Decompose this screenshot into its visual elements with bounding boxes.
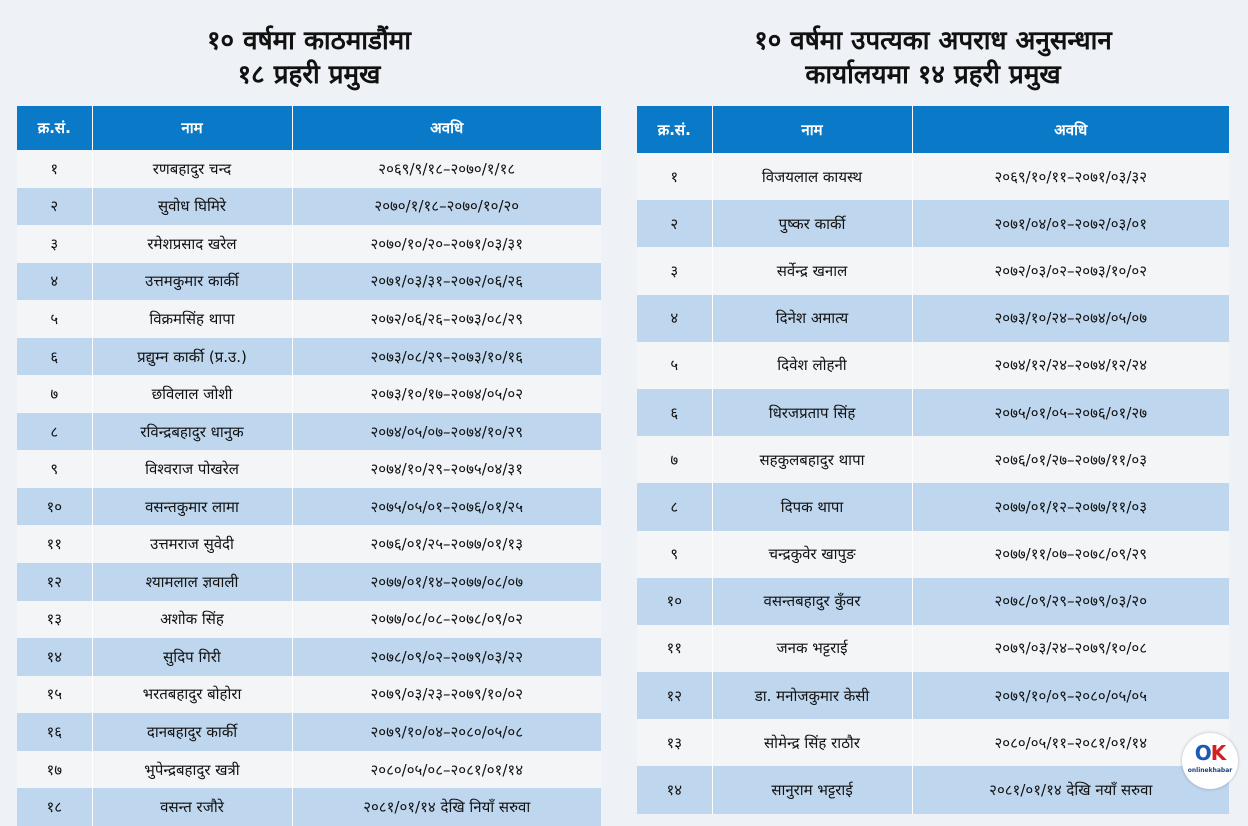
left-title-line1: १० वर्षमा काठमाडौंमा	[207, 26, 411, 56]
row-serial-number: २	[637, 200, 712, 247]
row-period: २०७६/०१/२५–२०७७/०१/१३	[292, 525, 601, 563]
row-name: दिवेश लोहनी	[712, 342, 912, 389]
ok-logo-mark	[1182, 741, 1238, 765]
row-period: २०७५/०५/०१–२०७६/०१/२५	[292, 488, 601, 526]
table-row	[637, 295, 1229, 342]
row-period: २०७४/०५/०७–२०७४/१०/२९	[292, 413, 601, 451]
right-table-body	[637, 153, 1229, 814]
right-title	[637, 0, 1229, 106]
table-row	[17, 751, 601, 789]
row-serial-number: ५	[17, 300, 92, 338]
row-period: २०८१/०१/१४ देखि नयाँ सरुवा	[912, 766, 1229, 813]
table-row	[637, 389, 1229, 436]
row-serial-number: १३	[17, 601, 92, 639]
row-serial-number: १८	[17, 788, 92, 826]
row-period: २०७३/१०/२४–२०७४/०५/०७	[912, 295, 1229, 342]
row-name: सुदिप गिरी	[92, 638, 292, 676]
row-period: २०७७/०१/१२–२०७७/११/०३	[912, 483, 1229, 530]
row-period: २०७८/०९/२९–२०७९/०३/२०	[912, 578, 1229, 625]
row-period: २०८१/०१/१४ देखि नियाँ सरुवा	[292, 788, 601, 826]
row-serial-number: १६	[17, 713, 92, 751]
row-period: २०७७/०८/०८–२०७८/०९/०२	[292, 601, 601, 639]
row-serial-number: ७	[17, 375, 92, 413]
row-name: छविलाल जोशी	[92, 375, 292, 413]
row-period: २०७८/०९/०२–२०७९/०३/२२	[292, 638, 601, 676]
row-name: उत्तमराज सुवेदी	[92, 525, 292, 563]
header-period: अवधि	[912, 106, 1229, 153]
row-period: २०७१/०४/०१–२०७२/०३/०१	[912, 200, 1229, 247]
logo-brand-text: onlinekhabar	[1187, 767, 1233, 774]
row-period: २०७४/१०/२९–२०७५/०४/३१	[292, 450, 601, 488]
table-header-row	[637, 106, 1229, 153]
row-serial-number: ११	[637, 625, 712, 672]
table-row	[17, 188, 601, 226]
row-name: डा. मनोजकुमार केसी	[712, 672, 912, 719]
row-name: श्यामलाल ज्ञवाली	[92, 563, 292, 601]
row-serial-number: ११	[17, 525, 92, 563]
row-name: सानुराम भट्टराई	[712, 766, 912, 813]
row-period: २०८०/०५/०८–२०८१/०१/१४	[292, 751, 601, 789]
row-serial-number: ४	[17, 263, 92, 301]
row-serial-number: १४	[637, 766, 712, 813]
row-serial-number: १०	[637, 578, 712, 625]
row-serial-number: ५	[637, 342, 712, 389]
table-row	[17, 150, 601, 188]
table-row	[637, 483, 1229, 530]
table-row	[637, 578, 1229, 625]
table-row	[637, 672, 1229, 719]
header-serial-number: क्र.सं.	[17, 106, 92, 150]
table-row	[17, 788, 601, 826]
row-serial-number: ३	[637, 247, 712, 294]
row-serial-number: ८	[17, 413, 92, 451]
row-name: पुष्कर कार्की	[712, 200, 912, 247]
row-period: २०७०/१०/२०–२०७१/०३/३१	[292, 225, 601, 263]
row-period: २०७९/१०/०९–२०८०/०५/०५	[912, 672, 1229, 719]
row-name: रणबहादुर चन्द	[92, 150, 292, 188]
row-name: रमेशप्रसाद खरेल	[92, 225, 292, 263]
row-serial-number: १२	[637, 672, 712, 719]
row-period: २०६९/९/१८–२०७०/१/१८	[292, 150, 601, 188]
row-name: अशोक सिंह	[92, 601, 292, 639]
row-name: भुपेन्द्रबहादुर खत्री	[92, 751, 292, 789]
row-serial-number: ९	[17, 450, 92, 488]
header-period: अवधि	[292, 106, 601, 150]
row-serial-number: १	[17, 150, 92, 188]
table-row	[17, 375, 601, 413]
row-name: सर्वेन्द्र खनाल	[712, 247, 912, 294]
onlinekhabar-logo[interactable]	[1182, 733, 1238, 789]
row-period: २०७४/१२/२४–२०७४/१२/२४	[912, 342, 1229, 389]
table-row	[17, 300, 601, 338]
logo-k: K	[1210, 741, 1226, 765]
row-name: सहकुलबहादुर थापा	[712, 436, 912, 483]
row-name: दिनेश अमात्य	[712, 295, 912, 342]
table-row	[637, 625, 1229, 672]
row-serial-number: ९	[637, 531, 712, 578]
row-serial-number: ८	[637, 483, 712, 530]
table-row	[637, 153, 1229, 200]
row-serial-number: १४	[17, 638, 92, 676]
table-row	[637, 436, 1229, 483]
row-period: २०७२/०६/२६–२०७३/०८/२९	[292, 300, 601, 338]
header-name: नाम	[712, 106, 912, 153]
table-row	[17, 263, 601, 301]
table-row	[17, 563, 601, 601]
row-serial-number: १३	[637, 719, 712, 766]
row-period: २०७२/०३/०२–२०७३/१०/०२	[912, 247, 1229, 294]
row-serial-number: ३	[17, 225, 92, 263]
kathmandu-chiefs-table	[17, 106, 601, 826]
row-name: वसन्तकुमार लामा	[92, 488, 292, 526]
table-row	[637, 719, 1229, 766]
row-name: दानबहादुर कार्की	[92, 713, 292, 751]
row-name: जनक भट्टराई	[712, 625, 912, 672]
valley-chiefs-table	[637, 106, 1229, 814]
row-period: २०७६/०१/२७–२०७७/११/०३	[912, 436, 1229, 483]
kathmandu-police-chiefs-panel	[17, 0, 601, 826]
logo-o: O	[1194, 741, 1211, 765]
row-name: विश्वराज पोखरेल	[92, 450, 292, 488]
row-name: प्रद्युम्न कार्की (प्र.उ.)	[92, 338, 292, 376]
row-name: विक्रमसिंह थापा	[92, 300, 292, 338]
header-serial-number: क्र.सं.	[637, 106, 712, 153]
table-row	[637, 200, 1229, 247]
row-serial-number: ६	[17, 338, 92, 376]
row-period: २०७९/०३/२४–२०७९/१०/०८	[912, 625, 1229, 672]
table-row	[17, 225, 601, 263]
row-serial-number: ६	[637, 389, 712, 436]
table-row	[17, 413, 601, 451]
table-row	[17, 713, 601, 751]
row-name: भरतबहादुर बोहोरा	[92, 676, 292, 714]
row-name: वसन्त रजौरे	[92, 788, 292, 826]
right-title-line1: १० वर्षमा उपत्यका अपराध अनुसन्धान	[754, 26, 1112, 56]
row-period: २०७०/१/१८–२०७०/१०/२०	[292, 188, 601, 226]
left-title-line2: १८ प्रहरी प्रमुख	[237, 60, 381, 90]
row-serial-number: ४	[637, 295, 712, 342]
row-period: २०७१/०३/३१–२०७२/०६/२६	[292, 263, 601, 301]
row-name: दिपक थापा	[712, 483, 912, 530]
valley-crime-office-chiefs-panel	[637, 0, 1229, 814]
table-header-row	[17, 106, 601, 150]
table-row	[637, 342, 1229, 389]
row-serial-number: ७	[637, 436, 712, 483]
row-name: विजयलाल कायस्थ	[712, 153, 912, 200]
row-serial-number: १	[637, 153, 712, 200]
row-name: सोमेन्द्र सिंह राठौर	[712, 719, 912, 766]
table-row	[17, 338, 601, 376]
row-name: चन्द्रकुवेर खापुङ	[712, 531, 912, 578]
row-period: २०७९/०३/२३–२०७९/१०/०२	[292, 676, 601, 714]
row-period: २०८०/०५/११–२०८१/०१/१४	[912, 719, 1229, 766]
row-period: २०७५/०१/०५–२०७६/०१/२७	[912, 389, 1229, 436]
table-row	[637, 531, 1229, 578]
table-row	[17, 488, 601, 526]
table-row	[17, 601, 601, 639]
row-period: २०७३/०८/२९–२०७३/१०/१६	[292, 338, 601, 376]
row-period: २०७३/१०/१७–२०७४/०५/०२	[292, 375, 601, 413]
left-title	[17, 0, 601, 106]
row-serial-number: २	[17, 188, 92, 226]
row-name: उत्तमकुमार कार्की	[92, 263, 292, 301]
table-row	[637, 247, 1229, 294]
left-table-body	[17, 150, 601, 826]
right-title-line2: कार्यालयमा १४ प्रहरी प्रमुख	[805, 60, 1061, 90]
table-row	[637, 766, 1229, 813]
row-serial-number: १२	[17, 563, 92, 601]
row-name: वसन्तबहादुर कुँवर	[712, 578, 912, 625]
table-row	[17, 525, 601, 563]
header-name: नाम	[92, 106, 292, 150]
row-period: २०६९/१०/११–२०७१/०३/३२	[912, 153, 1229, 200]
row-name: सुवोध घिमिरे	[92, 188, 292, 226]
row-period: २०७७/११/०७–२०७८/०९/२९	[912, 531, 1229, 578]
row-period: २०७९/१०/०४–२०८०/०५/०८	[292, 713, 601, 751]
table-row	[17, 450, 601, 488]
table-row	[17, 676, 601, 714]
table-row	[17, 638, 601, 676]
row-name: रविन्द्रबहादुर धानुक	[92, 413, 292, 451]
row-serial-number: १५	[17, 676, 92, 714]
row-serial-number: १०	[17, 488, 92, 526]
row-period: २०७७/०१/१४–२०७७/०८/०७	[292, 563, 601, 601]
row-name: धिरजप्रताप सिंह	[712, 389, 912, 436]
row-serial-number: १७	[17, 751, 92, 789]
